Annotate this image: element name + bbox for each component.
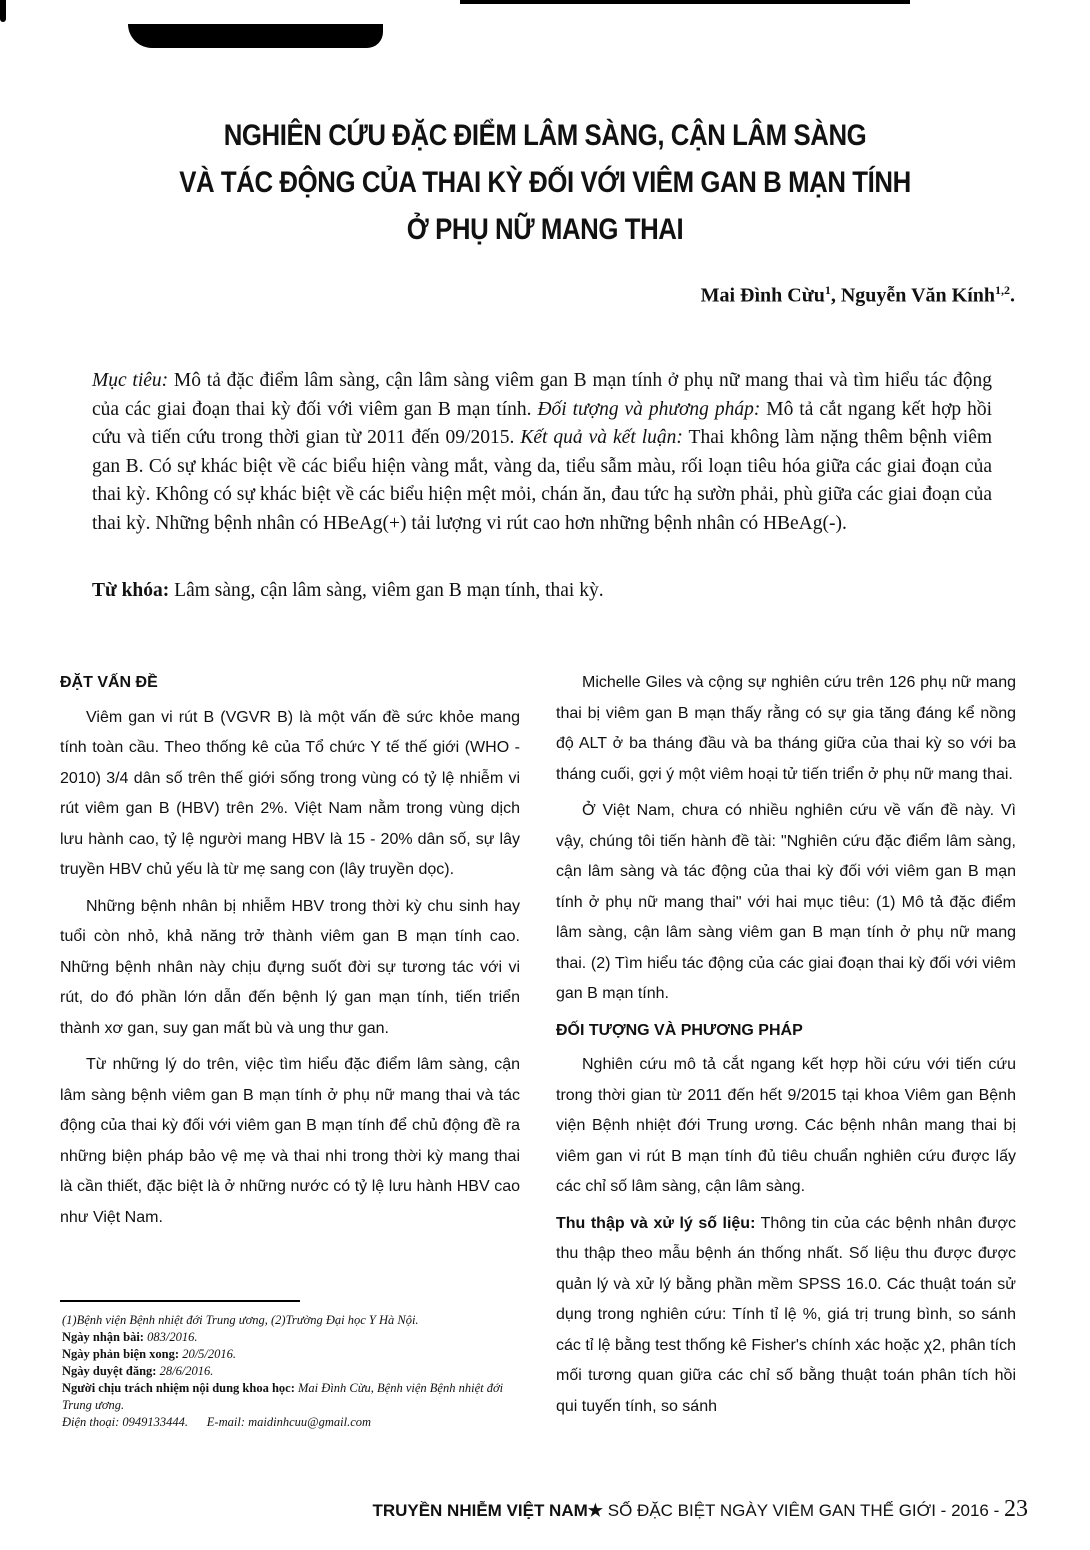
left-column (60, 668, 520, 1239)
paragraph: Từ những lý do trên, việc tìm hiểu đặc điểm lâm sàng, cận lâm sàng bệnh viêm gan B mạn tính ở phụ nữ mang thai và tác động của thai kỳ đối với viêm gan B mạn tính để chủ động đề ra những biện pháp bảo vệ mẹ và thai nhi trong thời kỳ mang thai là cần thiết, đặc biệt là ở những nước có tỷ lệ lưu hành HBV cao như Việt Nam. (60, 1056, 520, 1226)
article-title (145, 112, 945, 253)
affil-sup: 1,2 (995, 283, 1010, 297)
journal-name: TRUYỀN NHIỄM VIỆT NAM (372, 1501, 588, 1520)
author-name: Mai Đình Cừu (700, 284, 825, 307)
scan-mark (0, 0, 6, 22)
keywords (92, 580, 992, 602)
title-line: VÀ TÁC ĐỘNG CỦA THAI KỲ ĐỐI VỚI VIÊM GAN B MẠN TÍNH (179, 166, 911, 199)
abstract-label: Đối tượng và phương pháp: (537, 398, 761, 420)
abstract-text: Thai không làm nặng thêm bệnh viêm gan B. Có sự khác biệt về các biểu hiện vàng mắt, vàng da, tiểu sẫm màu, rối loạn tiêu hóa giữa các giai đoạn của thai kỳ. Không có sự khác biệt về các biểu hiện mệt mỏi, chán ăn, đau tức hạ sườn phải, phù giữa các giai đoạn của thai kỳ. Những bệnh nhân có HBeAg(+) tải lượng vi rút cao hơn những bệnh nhân có HBeAg(-). (92, 427, 993, 534)
separator: . (1010, 284, 1015, 307)
keywords-label: Từ khóa: (92, 580, 170, 601)
paragraph: Nghiên cứu mô tả cắt ngang kết hợp hồi cứu với tiến cứu trong thời gian từ 2011 đến hết 9/2015 tại khoa Viêm gan Bệnh viện Bệnh nhiệt đới Trung ương. Các bệnh nhân mang thai bị viêm gan vi rút B mạn tính đủ tiêu chuẩn nghiên cứu được lấy các chỉ số lâm sàng, cận lâm sàng. (556, 1056, 1016, 1195)
abstract-text: Mô tả đặc điểm lâm sàng, cận lâm sàng viêm gan B mạn tính ở phụ nữ mang thai và tìm hiểu tác động của các giai đoạn thai kỳ đối với viêm gan B mạn tính. (92, 370, 992, 420)
responsible-label: Người chịu trách nhiệm nội dung khoa học: (62, 1381, 295, 1395)
paragraph: Ở Việt Nam, chưa có nhiều nghiên cứu về vấn đề này. Vì vậy, chúng tôi tiến hành đề tài: "Nghiên cứu đặc điểm lâm sàng, cận lâm sàng và tác động của thai kỳ đối với viêm gan B mạn tính ở phụ nữ mang thai" với hai mục tiêu: (1) Mô tả đặc điểm lâm sàng, cận lâm sàng viêm gan B mạn tính ở phụ nữ mang thai. (2) Tìm hiểu tác động của các giai đoạn thai kỳ đối với viêm gan B mạn tính. (556, 802, 1016, 1002)
title-line: Ở PHỤ NỮ MANG THAI (406, 213, 684, 246)
received-label: Ngày nhận bài: (62, 1330, 144, 1344)
authors (701, 283, 1015, 308)
phone: Điện thoại: 0949133444. (62, 1415, 189, 1429)
paragraph: Viêm gan vi rút B (VGVR B) là một vấn đề sức khỏe mang tính toàn cầu. Theo thống kê của Tổ chức Y tế thế giới (WHO - 2010) 3/4 dân số trên thế giới sống trong vùng có tỷ lệ nhiễm vi rút viêm gan B (HBV) trên 2%. Việt Nam nằm trong vùng dịch lưu hành cao, tỷ lệ người mang HBV là 15 - 20% dân số, sự lây truyền HBV chủ yếu là từ mẹ sang con (lây truyền dọc). (60, 708, 520, 878)
received-date: 083/2016. (143, 1330, 198, 1344)
abstract-label: Mục tiêu: (92, 370, 169, 391)
star-icon: ★ (587, 1501, 604, 1520)
keywords-text: Lâm sàng, cận lâm sàng, viêm gan B mạn tính, thai kỳ. (169, 580, 604, 601)
section-heading: ĐẶT VẤN ĐỀ (60, 674, 158, 691)
abstract-label: Kết quả và kết luận: (520, 427, 683, 448)
footnote-rule (60, 1300, 300, 1302)
page-number: 23 (1004, 1496, 1028, 1522)
top-rule (460, 0, 910, 4)
header-banner (128, 24, 383, 48)
reviewed-date: 20/5/2016. (179, 1347, 237, 1361)
right-column (556, 668, 1016, 1428)
page-footer (372, 1496, 1028, 1523)
author-name: Nguyễn Văn Kính (840, 284, 995, 307)
paragraph: Michelle Giles và cộng sự nghiên cứu trên 126 phụ nữ mang thai bị viêm gan B mạn thấy rằng có sự gia tăng đáng kể nồng độ ALT ở ba tháng đầu và ba tháng giữa của thai kỳ so với ba tháng cuối, gợi ý một viêm hoại tử tiến triển ở phụ nữ mang thai. (556, 674, 1016, 783)
section-heading: ĐỐI TƯỢNG VÀ PHƯƠNG PHÁP (556, 1021, 803, 1039)
approved-label: Ngày duyệt đăng: (62, 1364, 157, 1378)
abstract-text: Mô tả cắt ngang kết hợp hồi cứu và tiến cứu trong thời gian từ 2011 đến 09/2015. (92, 398, 992, 448)
paragraph-label: Thu thập và xử lý số liệu: (556, 1214, 756, 1232)
issue-label: SỐ ĐẶC BIỆT NGÀY VIÊM GAN THẾ GIỚI - 2016 - (603, 1501, 1004, 1520)
reviewed-label: Ngày phản biện xong: (62, 1347, 180, 1361)
footnotes (62, 1312, 532, 1431)
abstract (92, 367, 992, 538)
paragraph: Những bệnh nhân bị nhiễm HBV trong thời kỳ chu sinh hay tuổi còn nhỏ, khả năng trở thành viêm gan B mạn tính cao. Những bệnh nhân này chịu đựng suốt đời sự tương tác với vi rút, do đó phần lớn dẫn đến bệnh lý gan mạn tính, tiến triển thành xơ gan, suy gan mất bù và ung thư gan. (60, 897, 520, 1037)
affiliations: (1)Bệnh viện Bệnh nhiệt đới Trung ương, (2)Trường Đại học Y Hà Nội. (62, 1313, 419, 1327)
email: E-mail: maidinhcuu@gmail.com (206, 1415, 372, 1429)
affil-sup: 1 (824, 283, 831, 297)
responsible-person: Mai Đình Cừu, Bệnh viện Bệnh nhiệt đới Trung ương. (62, 1381, 504, 1412)
approved-date: 28/6/2016. (156, 1364, 214, 1378)
title-line: NGHIÊN CỨU ĐẶC ĐIỂM LÂM SÀNG, CẬN LÂM SÀNG (223, 119, 867, 152)
separator: , (830, 284, 841, 307)
paragraph-text: Thông tin của các bệnh nhân được thu thập theo mẫu bệnh án thống nhất. Số liệu thu được được quản lý và xử lý bằng phần mềm SPSS 16.0. Các thuật toán sử dụng trong nghiên cứu: Tính tỉ lệ %, giá trị trung bình, so sánh các tỉ lệ bằng test thống kê Fisher's chính xác hoặc χ2, phân tích mối tương quan giữa các chỉ số bằng thuật toán phân tích hồi qui tuyến tính, so sánh (556, 1214, 1017, 1415)
paragraph (556, 1209, 1016, 1423)
